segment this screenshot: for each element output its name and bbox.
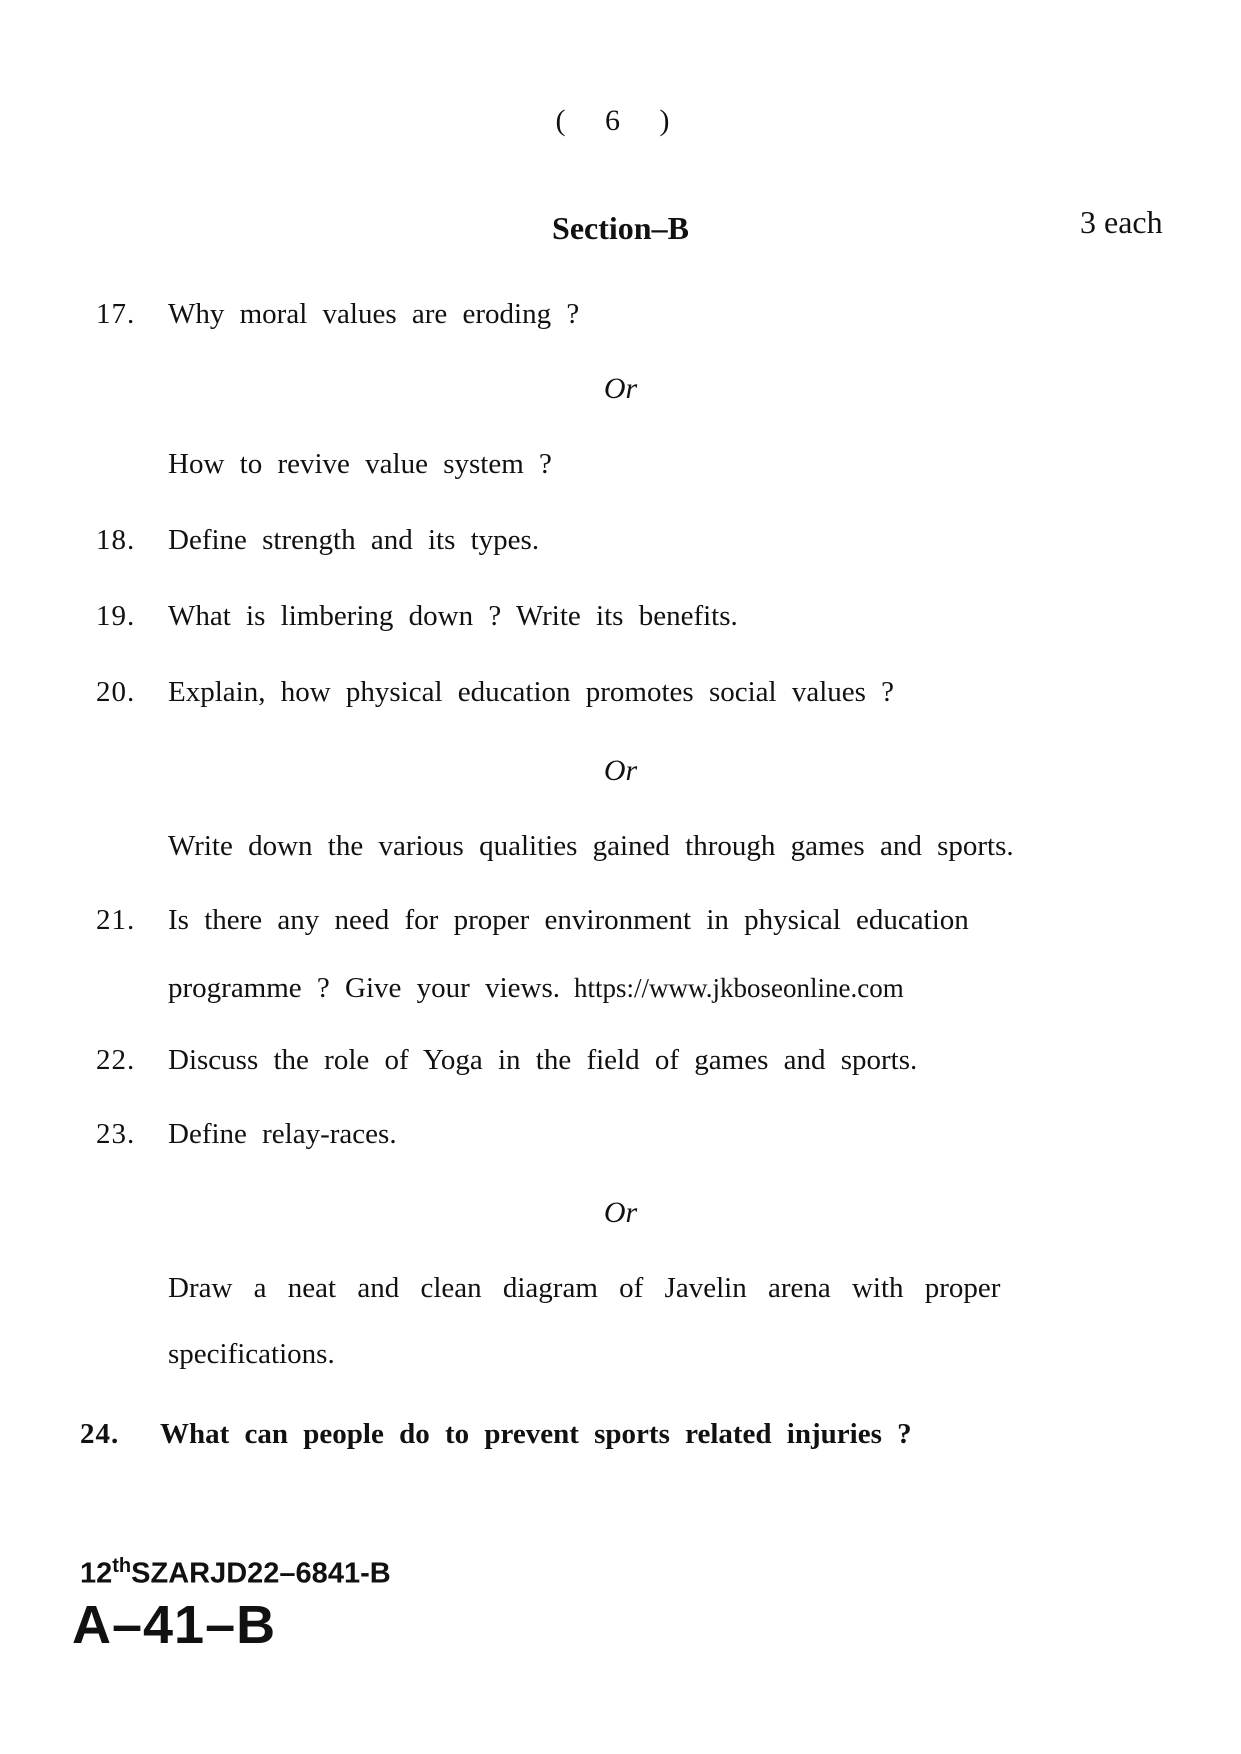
question-number: 18.	[96, 524, 136, 556]
source-url: https://www.jkboseonline.com	[573, 973, 904, 1003]
question-number: 20.	[96, 676, 136, 708]
question-text: Is there any need for proper environment in physical education	[168, 904, 969, 936]
question-text: Define strength and its types.	[168, 524, 540, 556]
exam-code	[80, 1555, 391, 1591]
exam-code-rest: SZARJD22–6841-B	[131, 1557, 391, 1590]
question-number: 19.	[96, 600, 136, 632]
question-text: Explain, how physical education promotes social values ?	[168, 676, 895, 708]
question-number: 22.	[96, 1044, 136, 1076]
question-number: 23.	[96, 1118, 136, 1150]
question-text-continuation	[168, 972, 904, 1005]
or-separator: Or	[603, 754, 638, 787]
question-text: Why moral values are eroding ?	[168, 298, 580, 330]
or-separator: Or	[603, 372, 638, 405]
question-text: Draw a neat and clean diagram of Javelin arena with proper	[168, 1272, 1001, 1304]
exam-code-superscript: th	[112, 1555, 132, 1577]
question-number: 21.	[96, 904, 136, 936]
question-text: Define relay-races.	[168, 1118, 397, 1150]
section-title: Section–B	[552, 210, 689, 246]
or-separator: Or	[603, 1196, 638, 1229]
question-text: Discuss the role of Yoga in the field of games and sports.	[168, 1044, 918, 1076]
question-text: Write down the various qualities gained through games and sports.	[168, 830, 1014, 862]
question-text: How to revive value system ?	[168, 448, 552, 480]
question-text: What can people do to prevent sports related injuries ?	[160, 1418, 912, 1450]
question-text: What is limbering down ? Write its benefits.	[168, 600, 738, 632]
question-text: programme ? Give your views.	[168, 972, 560, 1004]
page-number: ( 6 )	[555, 104, 686, 137]
question-text: specifications.	[168, 1338, 335, 1370]
question-number: 24.	[80, 1418, 120, 1450]
exam-code-prefix: 12	[80, 1557, 113, 1590]
marks-label: 3 each	[1080, 204, 1163, 240]
question-number: 17.	[96, 298, 136, 330]
paper-code: A–41–B	[72, 1595, 277, 1655]
